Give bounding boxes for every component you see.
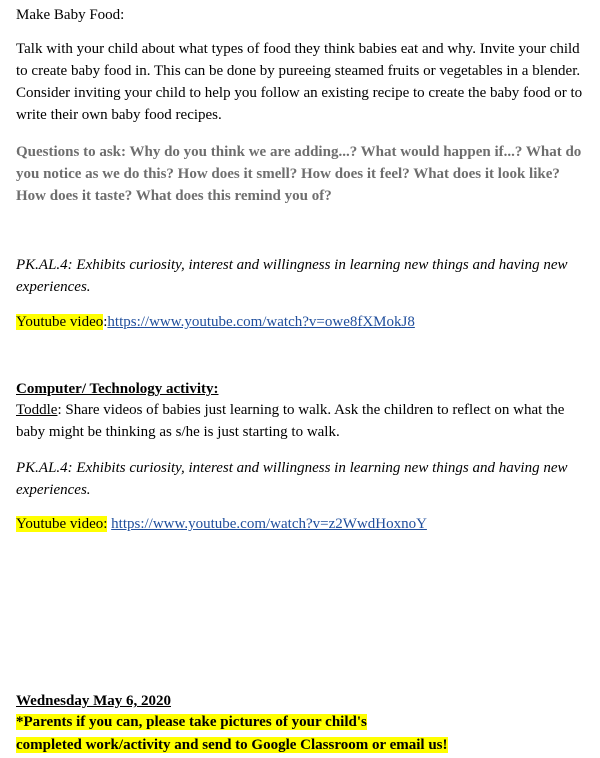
section2-video-link[interactable]: https://www.youtube.com/watch?v=z2WwdHoxnoY: [111, 516, 427, 532]
section2-video-label: Youtube video:: [16, 516, 108, 532]
section1-video-line: [16, 311, 586, 333]
section2-prefix: Toddle: [16, 402, 58, 418]
section1-standard: PK.AL.4: Exhibits curiosity, interest and willingness in learning new things and having new experiences.: [16, 257, 568, 295]
section2-body-para: [16, 399, 586, 443]
section1-video-sep: :: [103, 314, 108, 330]
section1-video-link[interactable]: https://www.youtube.com/watch?v=owe8fXMokJ8: [107, 314, 415, 330]
footer-note-line2: completed work/activity and send to Google Classroom or email us!: [16, 737, 448, 753]
section1-questions: Questions to ask: Why do you think we are adding...? What would happen if...? What do you notice as we do this? How does it smell? How does it feel? What does it look like? How does it taste? What does this remind you of?: [16, 144, 582, 204]
section2-title: Computer/ Technology activity:: [16, 381, 219, 397]
section2-video-line: [16, 513, 586, 535]
section1-body: Talk with your child about what types of food they think babies eat and why. Invite your child to create baby food in. This can be done by pureeing steamed fruits or vegetables in a blender. Consider inviting your child to help you follow an existing recipe to create the baby food or to write their own baby food recipes.: [16, 41, 583, 123]
section1-video-label: Youtube video: [16, 314, 104, 330]
section2-standard: PK.AL.4: Exhibits curiosity, interest and willingness in learning new things and having new experiences.: [16, 460, 568, 498]
section2-body: : Share videos of babies just learning to walk. Ask the children to reflect on what the baby might be thinking as s/he is just starting to walk.: [16, 402, 565, 440]
footer-note-line1: *Parents if you can, please take pictures of your child's: [16, 714, 367, 730]
section1-title: Make Baby Food:: [16, 7, 125, 23]
footer-date: Wednesday May 6, 2020: [16, 693, 172, 709]
